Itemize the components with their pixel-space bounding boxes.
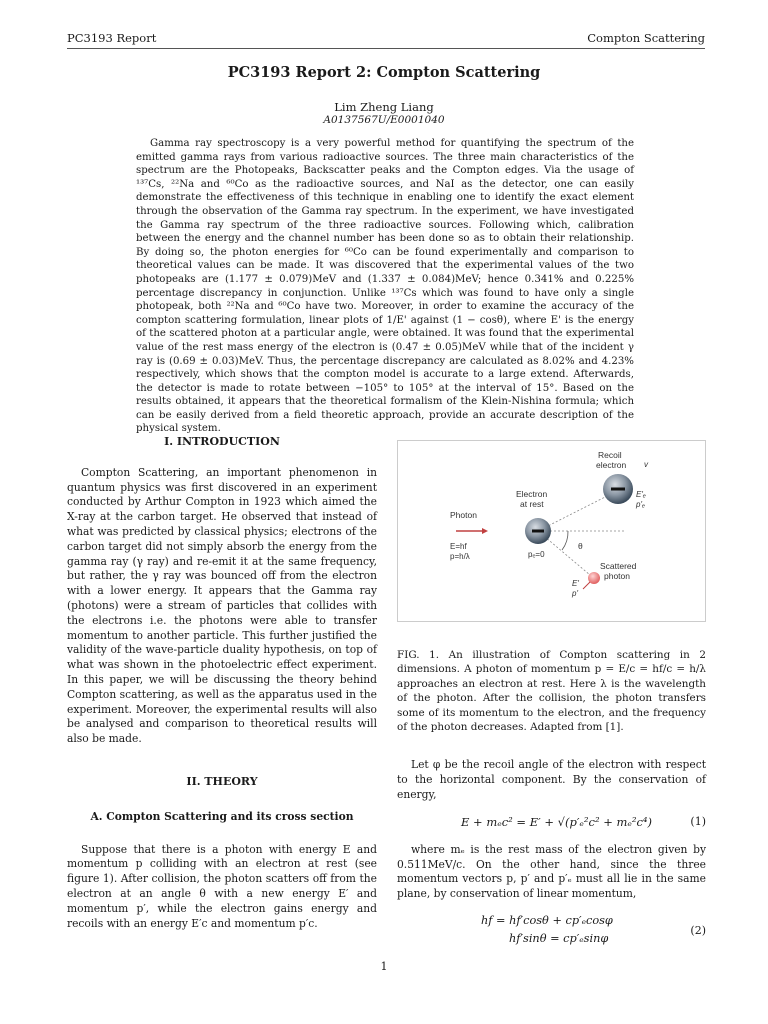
label-at-rest: at rest [520, 499, 544, 509]
label-recoil: Recoil [598, 450, 622, 460]
figure-1 [397, 440, 706, 622]
intro-heading: I. INTRODUCTION [164, 435, 280, 448]
label-recoil-electron: electron [596, 460, 627, 470]
label-v: v [644, 460, 648, 469]
label-e-hf: E=hf [450, 542, 467, 551]
recoil-angle-paragraph: Let φ be the recoil angle of the electron with respect to the horizontal component. By the conservation of energy, [397, 758, 706, 802]
left-column [67, 435, 377, 931]
abstract: Gamma ray spectroscopy is a very powerful method for quantifying the spectrum of the emitted gamma rays from various radioactive sources. The three main characteristics of the spectrum are the Photopeaks, Backscatter peaks and the Compton edges. Via the usage of ¹³⁷Cs, ²²Na and ⁶⁰Co as the radioactive sources, and NaI as the detector, one can easily demonstrate the effectiveness of this technique in enabling one to identify the exact element through the observation of the Gamma ray spectrum. In the experiment, we have investigated the Gamma ray spectrum of the three radioactive sources. Following which, calibration between the energy and the channel number has been done so as to obtain their relationship. By doing so, the photon energies for ⁶⁰Co can be found experimentally and comparison to theoretical values can be made. It was discovered that the experimental values of the two photopeaks are (1.177 ± 0.079)MeV and (1.337 ± 0.084)MeV; hence 0.341% and 0.225% percentage discrepancy in conjunction. Unlike ¹³⁷Cs which was found to have only a single photopeak, both ²²Na and ⁶⁰Co have two. Moreover, in order to examine the accuracy of the compton scattering formulation, linear plots of 1/E' against (1 − cosθ), where E' is the energy of the scattered photon at a particular angle, were obtained. It was found that the experimental value of the rest mass energy of the electron is (0.47 ± 0.05)MeV while that of the incident γ ray is (0.69 ± 0.03)MeV. Thus, the percentage discrepancy are calculated as 8.02% and 4.23% respectively, which shows that the compton model is accurate to a large extend. Afterwards, the detector is made to rotate between −105° to 105° at the interval of 15°. Based on the results obtained, it appears that the theoretical formalism of the Klein-Nishina formula; which can be easily derived from a field theoretic approach, provide an accurate description of the physical system. [136, 138, 634, 435]
theory-body: Suppose that there is a photon with energy E and momentum p colliding with an electron at rest (see figure 1). After collision, the photon scatters off from the electron at an angle θ with a new energy E′ and momentum p′, while the electron gains energy and recoils with an energy E′c and momentum p′c. [67, 842, 377, 930]
label-p-h: p=h/λ [450, 552, 470, 561]
label-ee: E'ₑ [636, 490, 646, 499]
paper-title: PC3193 Report 2: Compton Scattering [227, 64, 541, 81]
equation-2 [397, 912, 706, 958]
header-rule [67, 48, 705, 49]
label-photon: Photon [450, 510, 477, 520]
header-left: PC3193 Report [67, 31, 157, 45]
scattered-photon-trail [583, 582, 590, 589]
equation-2-line-2: hf′sinθ = cp′ₑsinφ [509, 932, 609, 946]
label-p-prime: p' [572, 589, 578, 598]
rest-mass-paragraph: where mₑ is the rest mass of the electron given by 0.511MeV/c. On the other hand, since the three momentum vectors p, p′ and p′ₑ must all lie in the same plane, by conservation of linear momentum, [397, 842, 706, 901]
theory-heading: II. THEORY [186, 774, 258, 788]
arrow-head [482, 528, 488, 534]
label-pe0: pₑ=0 [528, 550, 545, 559]
theta-arc [562, 531, 568, 550]
equation-2-number: (2) [690, 924, 706, 938]
author-name: Lim Zheng Liang [334, 100, 434, 114]
header-right: Compton Scattering [587, 31, 705, 45]
right-column [397, 440, 706, 958]
page-number: 1 [380, 960, 388, 973]
label-e-prime: E' [572, 579, 579, 588]
label-scattered: Scattered [600, 561, 637, 571]
label-theta: θ [578, 541, 583, 551]
equation-1 [397, 809, 706, 839]
label-scattered-photon: photon [604, 571, 630, 581]
author-id: A0137567U/E0001040 [323, 114, 445, 126]
equation-1-body: E + mₑc² = E′ + √(p′ₑ²c² + mₑ²c⁴) [461, 814, 653, 829]
compton-diagram [420, 443, 680, 619]
recoil-charge-sign [611, 488, 625, 491]
label-electron: Electron [516, 489, 548, 499]
label-pe: p'ₑ [636, 500, 646, 509]
electron-charge-sign [532, 530, 544, 533]
theory-subheading: A. Compton Scattering and its cross section [90, 809, 354, 823]
intro-body: Compton Scattering, an important phenomenon in quantum physics was first discovered in an experiment conducted by Arthur Compton in 1923 which aimed the X-ray at the carbon target. He observed that instead of what was predicted by classical physics; electrons of the carbon target did not simply absorb the energy from the gamma ray (γ ray) and re-emit it at the same frequency, but rather, the γ ray was bounced off from the electron with a lower energy. It appears that the Gamma ray (photons) were a stream of particles that collides with the electrons i.e. the photons were able to transfer momentum to another particle. This further justified the validity of the wave-particle duality hypothesis, on top of what was shown in the photoelectric effect experiment. In this paper, we will be discussing the theory behind Compton scattering, as well as the apparatus used in the experiment. Moreover, the experimental results will also be analysed and comparison to theoretical results will also be made. [67, 465, 377, 746]
figure-caption: FIG. 1. An illustration of Compton scattering in 2 dimensions. A photon of momentum p = E/c = hf/c = h/λ approaches an electron at rest. Here λ is the wavelength of the photon. After the collision, the photon transfers some of its momentum to the electron, and the frequency of the photon decreases. Adapted from [1]. [397, 649, 706, 734]
equation-1-number: (1) [690, 814, 706, 828]
equation-2-line-1: hf = hf′cosθ + cp′ₑcosφ [481, 914, 613, 928]
